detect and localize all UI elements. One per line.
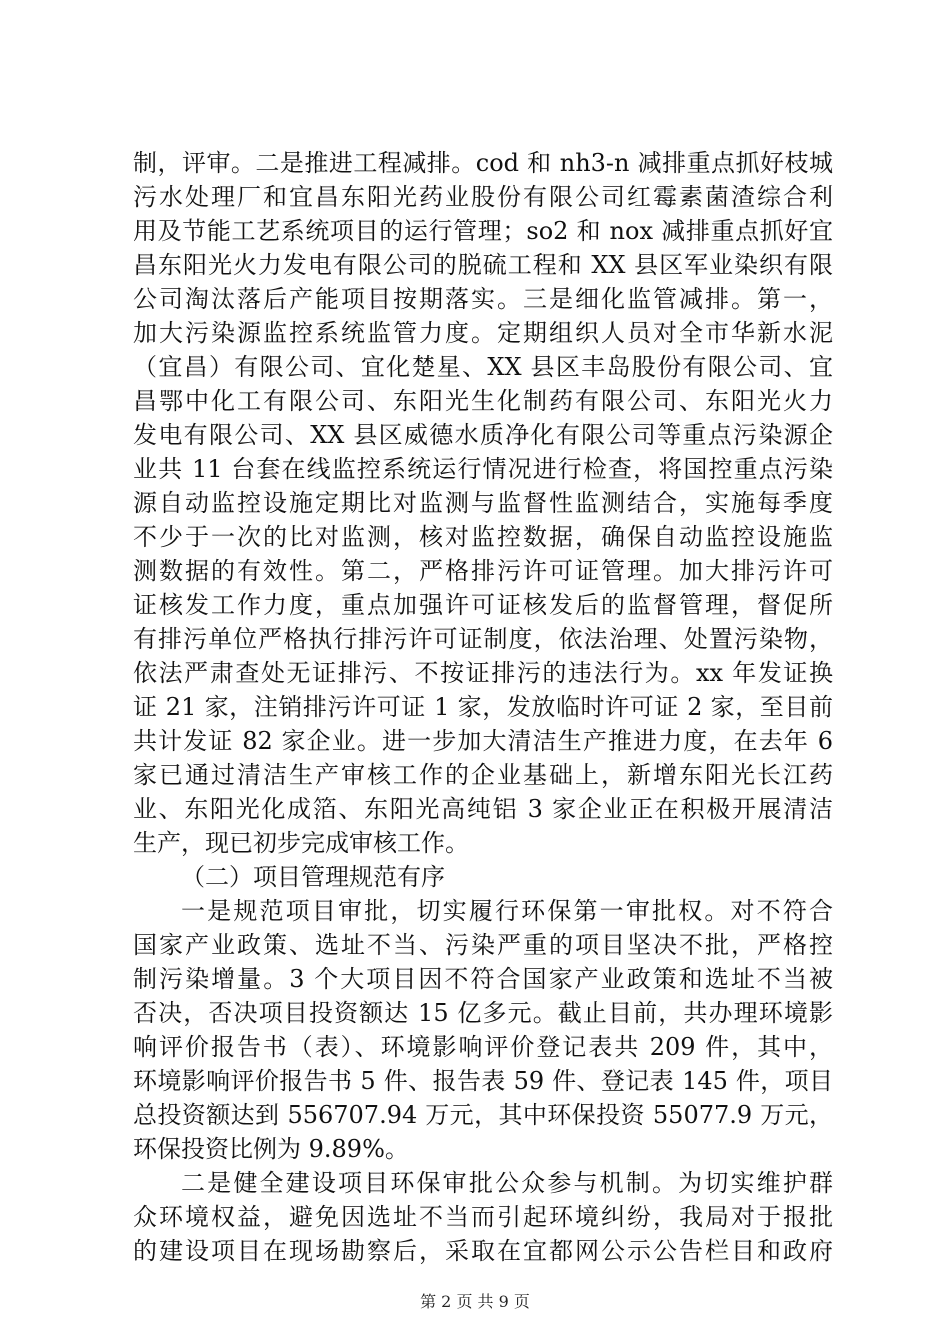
text-line: 家已通过清洁生产审核工作的企业基础上，新增东阳光长江药 xyxy=(133,761,833,789)
text-line: 国家产业政策、选址不当、污染严重的项目坚决不批，严格控 xyxy=(133,931,833,959)
text-line: 业、东阳光化成箔、东阳光高纯铝 3 家企业正在积极开展清洁 xyxy=(133,795,833,823)
text-line: 众环境权益，避免因选址不当而引起环境纠纷，我局对于报批 xyxy=(133,1203,833,1231)
text-line: 否决，否决项目投资额达 15 亿多元。截止目前，共办理环境影 xyxy=(133,999,833,1027)
page-footer: 第 2 页 共 9 页 xyxy=(420,1292,530,1311)
text-line: 环保投资比例为 9.89%。 xyxy=(133,1135,409,1163)
text-line: 有排污单位严格执行排污许可证制度，依法治理、处置污染物， xyxy=(133,625,833,653)
text-line: 不少于一次的比对监测，核对监控数据，确保自动监控设施监 xyxy=(133,523,833,551)
text-line: 加大污染源监控系统监管力度。定期组织人员对全市华新水泥 xyxy=(133,319,833,347)
text-line: 公司淘汰落后产能项目按期落实。三是细化监管减排。第一， xyxy=(133,285,833,313)
section-heading: （二）项目管理规范有序 xyxy=(181,863,445,891)
text-line: 生产，现已初步完成审核工作。 xyxy=(133,829,469,857)
text-line: 二是健全建设项目环保审批公众参与机制。为切实维护群 xyxy=(181,1169,833,1197)
text-line: 业共 11 台套在线监控系统运行情况进行检查，将国控重点污染 xyxy=(133,455,833,483)
text-line: 共计发证 82 家企业。进一步加大清洁生产推进力度，在去年 6 xyxy=(133,727,833,755)
text-line: 昌鄂中化工有限公司、东阳光生化制药有限公司、东阳光火力 xyxy=(133,387,833,415)
text-line: 证核发工作力度，重点加强许可证核发后的监督管理，督促所 xyxy=(133,591,833,619)
text-line: 总投资额达到 556707.94 万元，其中环保投资 55077.9 万元， xyxy=(133,1101,833,1129)
text-line: （宜昌）有限公司、宜化楚星、XX 县区丰岛股份有限公司、宜 xyxy=(133,353,833,381)
text-line: 证 21 家，注销排污许可证 1 家，发放临时许可证 2 家，至目前 xyxy=(133,693,833,721)
text-line: 一是规范项目审批，切实履行环保第一审批权。对不符合 xyxy=(181,897,833,925)
text-line: 测数据的有效性。第二，严格排污许可证管理。加大排污许可 xyxy=(133,557,833,585)
text-line: 发电有限公司、XX 县区威德水质净化有限公司等重点污染源企 xyxy=(133,421,833,449)
text-line: 用及节能工艺系统项目的运行管理；so2 和 nox 减排重点抓好宜 xyxy=(133,217,833,245)
text-line: 制污染增量。3 个大项目因不符合国家产业政策和选址不当被 xyxy=(133,965,833,993)
text-line: 环境影响评价报告书 5 件、报告表 59 件、登记表 145 件，项目 xyxy=(133,1067,833,1095)
text-line: 污水处理厂和宜昌东阳光药业股份有限公司红霉素菌渣综合利 xyxy=(133,183,833,211)
text-line: 源自动监控设施定期比对监测与监督性监测结合，实施每季度 xyxy=(133,489,833,517)
text-line: 响评价报告书（表）、环境影响评价登记表共 209 件，其中， xyxy=(133,1033,833,1061)
text-line: 昌东阳光火力发电有限公司的脱硫工程和 XX 县区军业染织有限 xyxy=(133,251,833,279)
text-line: 的建设项目在现场勘察后，采取在宜都网公示公告栏目和政府 xyxy=(133,1237,833,1265)
text-line: 制，评审。二是推进工程减排。cod 和 nh3-n 减排重点抓好枝城 xyxy=(133,149,833,177)
text-line: 依法严肃查处无证排污、不按证排污的违法行为。xx 年发证换 xyxy=(133,659,833,687)
document-body xyxy=(133,146,833,1268)
